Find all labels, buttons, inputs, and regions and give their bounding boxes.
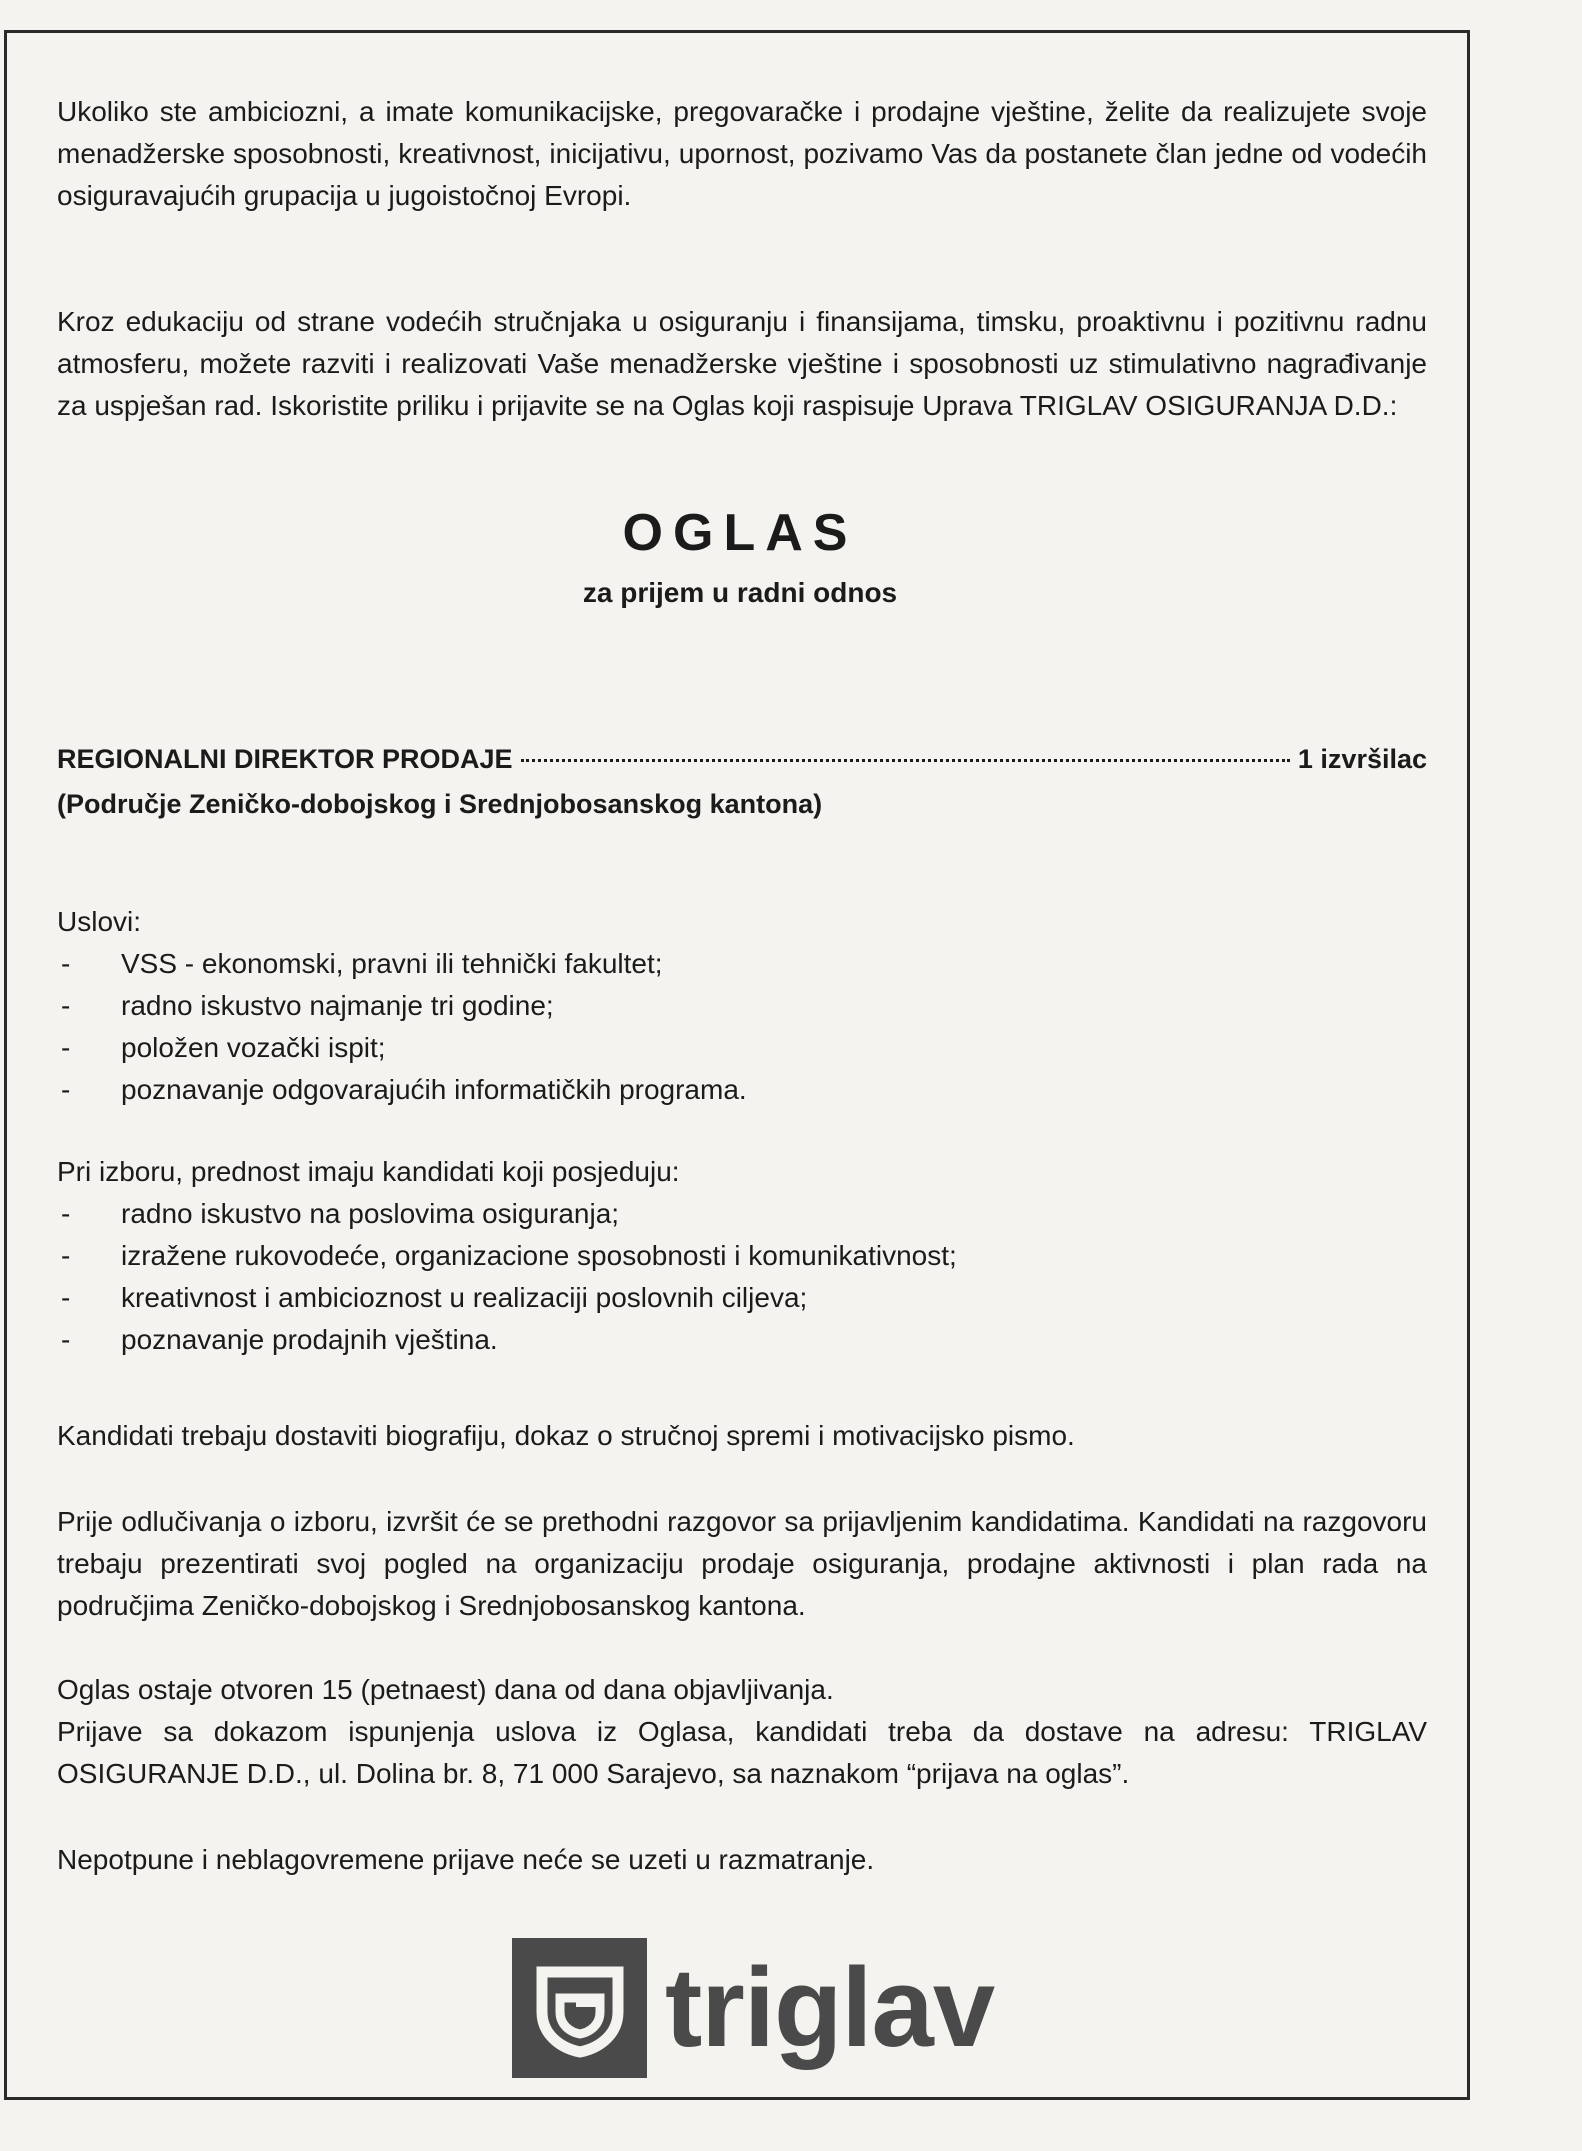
- position-name: REGIONALNI DIREKTOR PRODAJE: [57, 744, 513, 774]
- deadline-paragraph: Oglas ostaje otvoren 15 (petnaest) dana od dana objavljivanja.: [57, 1674, 834, 1705]
- list-item: - kreativnost i ambicioznost u realizaciji poslovnih ciljeva;: [57, 1277, 1427, 1319]
- preferences-label: Pri izboru, prednost imaju kandidati koji posjeduju:: [57, 1156, 680, 1187]
- position-row: [57, 738, 1427, 780]
- intro-paragraph-1: Ukoliko ste ambiciozni, a imate komunikacijske, pregovaračke i prodajne vještine, želite da realizujete svoje menadžerske sposobnosti, kreativnost, inicijativu, upornost, pozivamo Vas da postanete član jedne od vodećih osiguravajućih grupacija u jugoistočnoj Evropi.: [57, 96, 1427, 211]
- interview-paragraph: Prije odlučivanja o izboru, izvršit će se prethodni razgovor sa prijavljenim kandidatima. Kandidati na razgovoru trebaju prezentirati svoj pogled na organizaciju prodaje osiguranja, prodajne aktivnosti i plan rada na područjima Zeničko-dobojskog i Srednjobosanskog kantona.: [57, 1506, 1427, 1621]
- list-item: - položen vozački ispit;: [57, 1027, 1427, 1069]
- position-count: 1 izvršilac: [1297, 744, 1427, 774]
- submission-paragraph: Prijave sa dokazom ispunjenja uslova iz Oglasa, kandidati treba da dostave na adresu: TRIGLAV OSIGURANJE D.D., ul. Dolina br. 8, 71 000 Sarajevo, sa naznakom “prijava na oglas”.: [57, 1716, 1427, 1789]
- conditions-list: [57, 943, 1427, 1111]
- list-item: - radno iskustvo najmanje tri godine;: [57, 985, 1427, 1027]
- list-item: - poznavanje odgovarajućih informatičkih programa.: [57, 1069, 1427, 1111]
- intro-paragraph-2: Kroz edukaciju od strane vodećih stručnjaka u osiguranju i finansijama, timsku, proaktivnu i pozitivnu radnu atmosferu, možete razviti i realizovati Vaše menadžerske vještine i sposobnosti uz stimulativno nagrađivanje za uspješan rad. Iskoristite priliku i prijavite se na Oglas koji raspisuje Uprava TRIGLAV OSIGURANJA D.D.:: [57, 306, 1427, 421]
- preferences-list: [57, 1193, 1427, 1361]
- list-item: - izražene rukovodeće, organizacione sposobnosti i komunikativnost;: [57, 1235, 1427, 1277]
- dotted-leader: [521, 759, 1290, 762]
- list-item: - VSS - ekonomski, pravni ili tehnički fakultet;: [57, 943, 1427, 985]
- page-subtitle: za prijem u radni odnos: [582, 577, 898, 608]
- note-paragraph: Nepotpune i neblagovremene prijave neće se uzeti u razmatranje.: [57, 1844, 875, 1875]
- conditions-label: Uslovi:: [57, 906, 142, 937]
- documents-paragraph: Kandidati trebaju dostaviti biografiju, dokaz o stručnoj spremi i motivacijsko pismo.: [57, 1420, 1075, 1451]
- triglav-logo-text: triglav: [665, 1945, 995, 2070]
- triglav-logo-icon: [512, 1938, 647, 2078]
- page-title: OGLAS: [622, 504, 858, 562]
- advertisement-frame: [4, 30, 1470, 2100]
- triglav-logo: [512, 1938, 994, 2078]
- position-region: (Područje Zeničko-dobojskog i Srednjobosanskog kantona): [57, 789, 823, 819]
- list-item: - poznavanje prodajnih vještina.: [57, 1319, 1427, 1361]
- list-item: - radno iskustvo na poslovima osiguranja;: [57, 1193, 1427, 1235]
